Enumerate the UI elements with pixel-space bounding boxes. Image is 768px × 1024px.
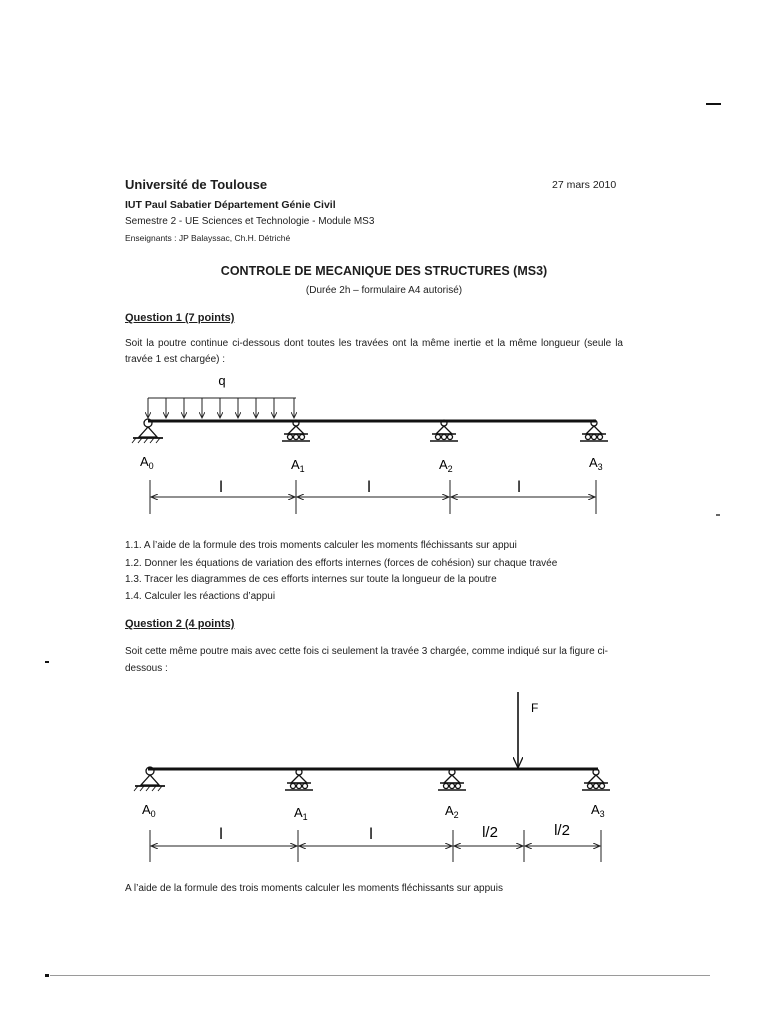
span-label: l: [219, 826, 223, 843]
question-1-text: Soit la poutre continue ci-dessous dont toutes les travées ont la même inertie et la même longueur (seule la travée 1 est chargée) :: [125, 338, 623, 365]
support-label-a2: $A_2$: [439, 457, 453, 474]
semester-line: Semestre 2 - UE Sciences et Technologie - Module MS3: [125, 216, 375, 227]
pinned-support: [134, 767, 165, 791]
question-1-item: 1.4. Calculer les réactions d’appui: [125, 591, 276, 602]
exam-title: CONTROLE DE MECANIQUE DES STRUCTURES (MS3): [220, 264, 548, 278]
dimension-lines: [150, 830, 601, 862]
support-label-a3: $A_3$: [589, 455, 603, 472]
span-label: l/2: [554, 822, 570, 839]
load-f-label: F: [531, 701, 539, 715]
roller-support: [438, 769, 466, 790]
question-2-heading: Question 2 (4 points): [125, 618, 235, 630]
load-q-label: q: [218, 373, 226, 388]
exam-subtitle: (Durée 2h – formulaire A4 autorisé): [305, 285, 463, 296]
question-2-text: Soit cette même poutre mais avec cette fois ci seulement la travée 3 chargée, comme indiqué sur la figure ci-dessous :: [125, 646, 609, 674]
span-label: l/2: [482, 824, 498, 841]
question-1-item: 1.2. Donner les équations de variation des efforts internes (forces de cohésion) sur chaque travée: [125, 558, 558, 569]
support-label-a0: $A_0$: [140, 454, 154, 471]
question-2-task: A l’aide de la formule des trois moments calculer les moments fléchissants sur appuis: [125, 883, 503, 894]
support-label-a3: $A_3$: [591, 802, 605, 819]
teachers-line: Enseignants : JP Balayssac, Ch.H. Détriché: [125, 233, 291, 243]
support-label-a1: $A_1$: [291, 457, 305, 474]
department-name: IUT Paul Sabatier Département Génie Civil: [125, 199, 336, 211]
roller-support: [285, 769, 313, 790]
support-label-a1: $A_1$: [294, 805, 308, 822]
span-label: l: [369, 826, 373, 843]
exam-date: 27 mars 2010: [552, 179, 617, 191]
span-label: l: [367, 479, 371, 496]
span-label: l: [219, 479, 223, 496]
question-1-item: 1.1. A l’aide de la formule des trois moments calculer les moments fléchissants sur appui: [125, 540, 517, 551]
question-1-item: 1.3. Tracer les diagrammes de ces efforts internes sur toute la longueur de la poutre: [125, 574, 497, 585]
university-name: Université de Toulouse: [125, 177, 268, 192]
roller-support: [582, 769, 610, 790]
support-label-a0: $A_0$: [142, 802, 156, 819]
span-label: l: [517, 479, 521, 496]
support-label-a2: $A_2$: [445, 803, 459, 820]
question-1-heading: Question 1 (7 points): [125, 312, 235, 324]
